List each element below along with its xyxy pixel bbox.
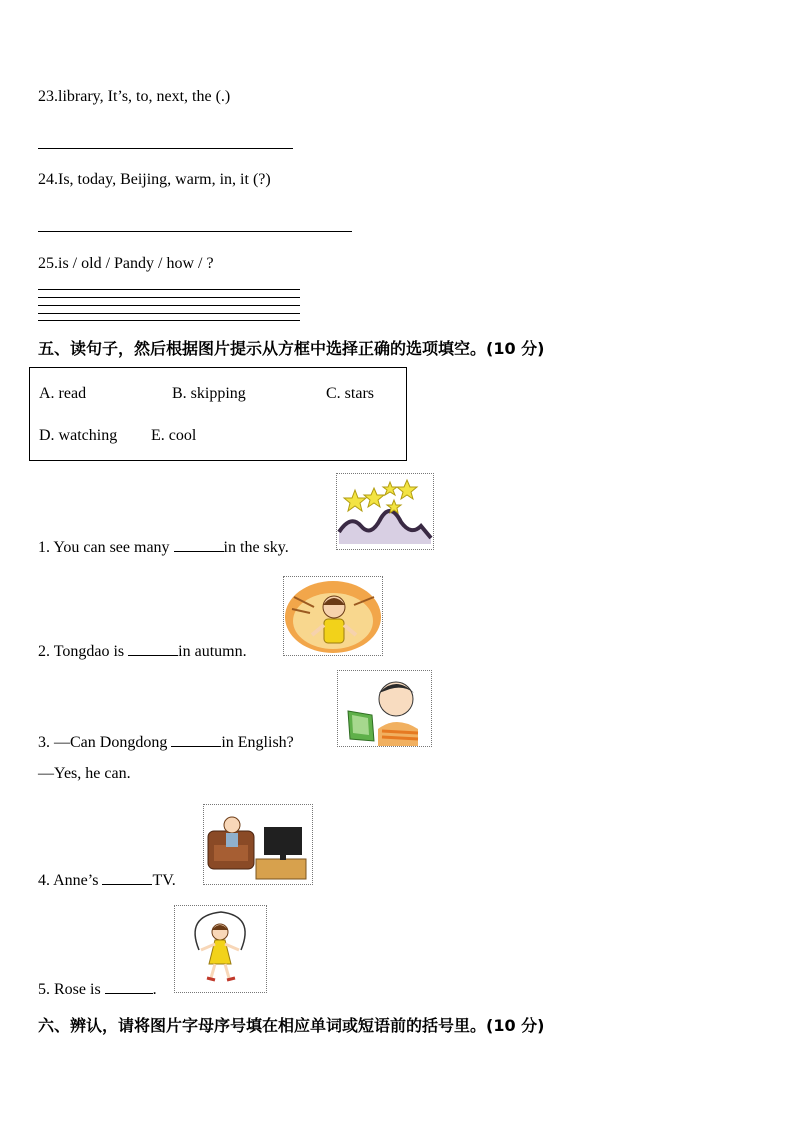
- girl-skipping-rope-picture: [174, 905, 267, 993]
- fill-item-2: [38, 641, 247, 661]
- fill-item-4-pre: 4. Anne’s: [38, 872, 103, 889]
- blank-5[interactable]: [105, 979, 153, 994]
- fill-item-1-post: in the sky.: [223, 539, 289, 556]
- section-five-heading: 五、读句子，然后根据图片提示从方框中选择正确的选项填空。(10 分): [38, 339, 545, 358]
- section-six-heading: 六、辨认，请将图片字母序号填在相应单词或短语前的括号里。(10 分): [38, 1016, 545, 1035]
- answer-line-25a[interactable]: [38, 289, 300, 290]
- answer-line-25d[interactable]: [38, 313, 300, 314]
- answer-line-24[interactable]: [38, 231, 352, 232]
- blank-3[interactable]: [171, 732, 221, 747]
- fill-item-3: [38, 732, 294, 752]
- girl-watching-tv-picture: [203, 804, 313, 885]
- fill-item-4: [38, 870, 176, 890]
- question-25: 25.is / old / Pandy / how / ?: [38, 255, 214, 272]
- fill-item-1-pre: 1. You can see many: [38, 539, 174, 556]
- boy-reading-book-picture: [337, 670, 432, 747]
- fill-item-1: [38, 537, 289, 557]
- options-box: [29, 367, 407, 461]
- option-d: D. watching: [39, 427, 118, 444]
- fill-item-4-post: TV.: [152, 872, 176, 889]
- blank-1[interactable]: [174, 537, 224, 552]
- stars-over-mountains-picture: [336, 473, 434, 550]
- question-24: 24.Is, today, Beijing, warm, in, it (?): [38, 171, 271, 188]
- answer-line-25c[interactable]: [38, 305, 300, 306]
- option-c: C. stars: [326, 385, 374, 402]
- blank-2[interactable]: [128, 641, 178, 656]
- blank-4[interactable]: [102, 870, 152, 885]
- fill-item-2-pre: 2. Tongdao is: [38, 643, 129, 660]
- fill-item-2-post: in autumn.: [178, 643, 247, 660]
- option-a: A. read: [39, 385, 87, 402]
- girl-in-wind-picture: [283, 576, 383, 656]
- fill-item-5: [38, 979, 157, 999]
- question-23: 23.library, It’s, to, next, the (.): [38, 88, 231, 105]
- answer-line-23[interactable]: [38, 148, 293, 149]
- answer-line-25e[interactable]: [38, 320, 300, 321]
- answer-3: —Yes, he can.: [38, 765, 131, 782]
- answer-line-25b[interactable]: [38, 297, 300, 298]
- fill-item-3-post: in English?: [221, 734, 294, 751]
- fill-item-3-pre: 3. —Can Dongdong: [38, 734, 172, 751]
- fill-item-5-pre: 5. Rose is: [38, 981, 105, 998]
- fill-item-5-post: .: [152, 981, 157, 998]
- option-b: B. skipping: [172, 385, 246, 402]
- option-e: E. cool: [151, 427, 197, 444]
